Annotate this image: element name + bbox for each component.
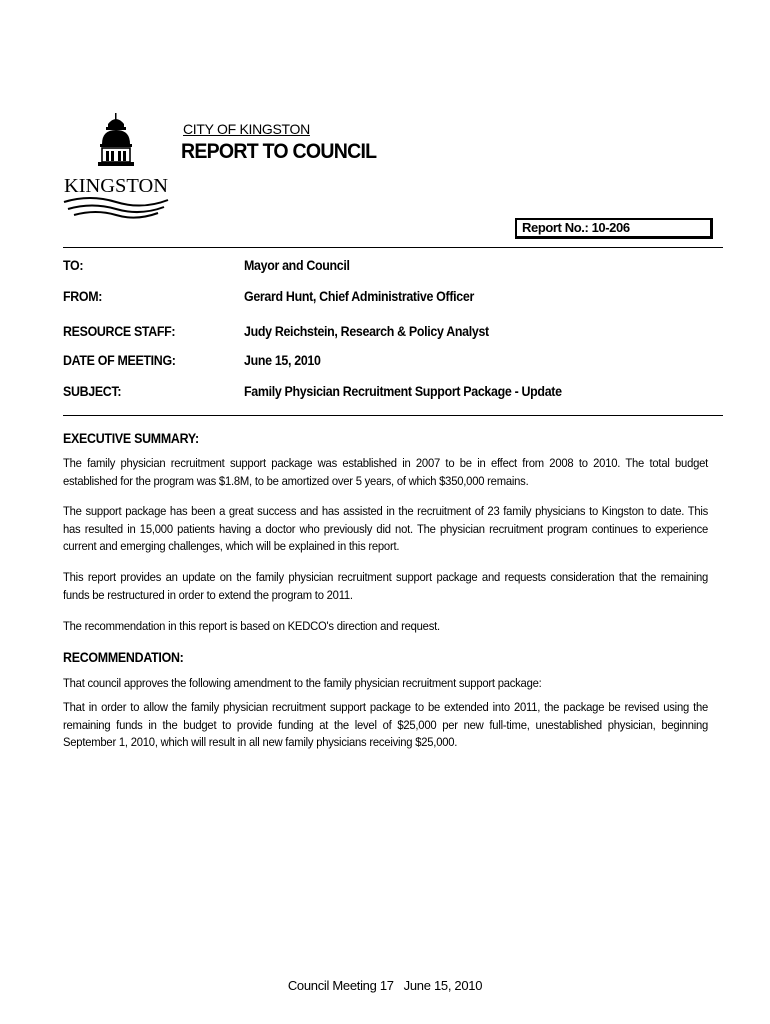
field-value-from: Gerard Hunt, Chief Administrative Officer <box>244 289 474 304</box>
executive-summary-paragraph-4: The recommendation in this report is based on KEDCO's direction and request. <box>63 619 440 633</box>
field-label-from: FROM: <box>63 289 103 304</box>
field-value-subject: Family Physician Recruitment Support Package - Update <box>244 384 562 399</box>
city-of-kingston-logo <box>60 110 172 222</box>
field-label-date-of-meeting: DATE OF MEETING: <box>63 353 176 368</box>
executive-summary-paragraph-2: The support package has been a great success and has assisted in the recruitment of 23 family physicians to Kingston to date. This has resulted in 15,000 patients having a doctor who previously did not. The physician recruitment program continues to experience current and emerging challenges, which will be explained in this report. <box>63 504 709 553</box>
city-hall-dome-icon <box>98 113 134 166</box>
field-value-to: Mayor and Council <box>244 258 350 273</box>
executive-summary-heading: EXECUTIVE SUMMARY: <box>63 431 199 446</box>
fields-divider <box>63 415 723 416</box>
executive-summary-paragraph-3: This report provides an update on the family physician recruitment support package and requests consideration that the remaining funds be restructured in order to extend the program to 2011. <box>63 570 709 602</box>
waves-icon <box>64 198 168 218</box>
document-title: REPORT TO COUNCIL <box>181 140 377 163</box>
recommendation-paragraph-1: That council approves the following amendment to the family physician recruitment support package: <box>63 676 542 690</box>
recommendation-heading: RECOMMENDATION: <box>63 650 184 665</box>
field-value-date-of-meeting: June 15, 2010 <box>244 353 321 368</box>
report-number: Report No.: 10-206 <box>515 218 713 239</box>
field-value-resource-staff: Judy Reichstein, Research & Policy Analyst <box>244 324 489 339</box>
logo-wordmark: KINGSTON <box>64 175 168 197</box>
field-label-to: TO: <box>63 258 84 273</box>
organization-name: CITY OF KINGSTON <box>183 121 310 137</box>
recommendation-paragraph-2: That in order to allow the family physician recruitment support package to be extended into 2011, the package be revised using the remaining funds in the budget to provide funding at the level of $25,000 per new full-time, unestablished physician, beginning September 1, 2010, which will result in all new family physicians receiving $25,000. <box>63 700 709 749</box>
field-label-subject: SUBJECT: <box>63 384 122 399</box>
field-label-resource-staff: RESOURCE STAFF: <box>63 324 176 339</box>
page-footer: Council Meeting 17 June 15, 2010 <box>287 978 483 993</box>
header-divider <box>63 247 723 248</box>
executive-summary-paragraph-1: The family physician recruitment support package was established in 2007 to be in effect from 2008 to 2010. The total budget established for the program was $1.8M, to be amortized over 5 years, of which $350,000 remains. <box>63 456 709 488</box>
